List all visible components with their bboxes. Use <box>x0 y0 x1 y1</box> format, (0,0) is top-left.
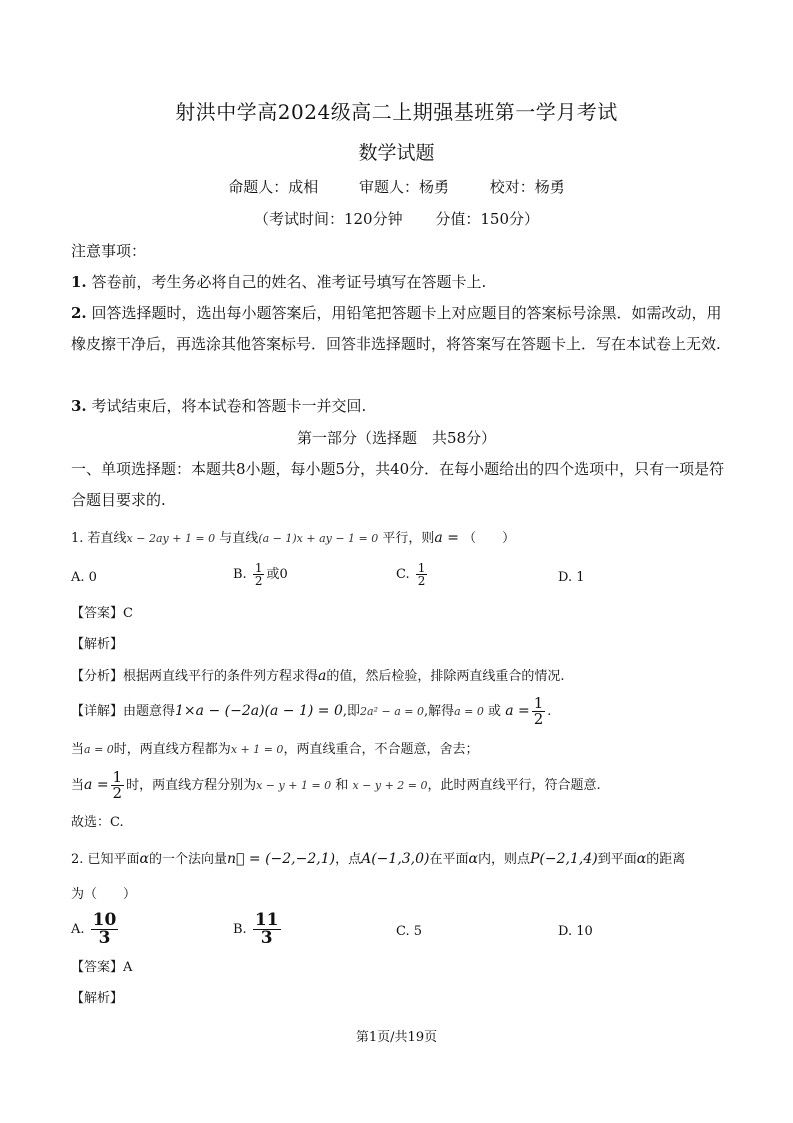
q1-option-b-fraction <box>253 562 265 587</box>
setter: 命题人：成相 <box>228 178 319 196</box>
q2-t5: 到平面 <box>597 852 637 867</box>
q1-line2-equation: (a − 1)x + ay − 1 = 0 <box>258 532 379 545</box>
note-1 <box>71 267 726 298</box>
q2-point-a: A(−1,3,0) <box>361 851 430 867</box>
q1-fenxi-var: a <box>318 668 327 684</box>
q1-case2-pre: 当 <box>71 778 85 793</box>
section-instructions: 一、单项选择题：本题共8小题，每小题5分，共40分．在每小题给出的四个选项中，只有一项是符合题目要求的. <box>71 460 725 509</box>
q1-fenxi <box>71 666 565 687</box>
q1-line1-equation: x − 2ay + 1 = 0 <box>126 532 216 545</box>
q2-point-p: P(−2,1,4) <box>530 851 598 867</box>
exam-staff <box>0 176 793 197</box>
question-1 <box>71 528 515 549</box>
note-2 <box>71 298 726 360</box>
question-2 <box>71 849 685 870</box>
q1-answer: 【答案】C <box>71 606 133 621</box>
q2-analysis-tag: 【解析】 <box>71 991 124 1006</box>
q1-case2-eq1: x − y + 1 = 0 <box>256 779 332 792</box>
q2-option-a <box>71 912 120 947</box>
q1-xiangjie-eq3: a = 0 <box>454 705 484 718</box>
q1-option-c-fraction <box>416 562 428 587</box>
q1-xiangjie-or: 或 <box>488 704 502 719</box>
q1-case2-var: a = <box>84 777 109 793</box>
fraction-denominator: 2 <box>254 574 263 588</box>
q2-option-b <box>233 912 283 947</box>
q1-xiangjie-eq4: a = <box>505 703 530 719</box>
fraction-denominator: 2 <box>533 710 544 728</box>
q2-option-d: D. 10 <box>558 924 593 939</box>
q1-case1-eq: a = 0 <box>84 743 114 756</box>
q1-option-b-letter: B. <box>233 567 247 582</box>
q1-case-2 <box>71 770 601 801</box>
q1-case2-and: 和 <box>335 778 349 793</box>
q2-t1: 的一个法向量 <box>149 852 228 867</box>
fraction-denominator: 2 <box>112 784 123 802</box>
q2-normal-vector: n⃗ = (−2,−2,1) <box>227 851 336 867</box>
q1-paren: （ ） <box>463 531 516 546</box>
fraction-denominator: 3 <box>260 928 273 948</box>
fraction-denominator: 3 <box>98 928 111 948</box>
q1-option-b <box>233 562 288 587</box>
q2-lead: 2. 已知平面 <box>71 852 140 867</box>
q1-fenxi-text: 【分析】根据两直线平行的条件列方程求得 <box>71 669 319 684</box>
fraction-numerator: 1 <box>254 561 263 575</box>
fraction-numerator: 11 <box>254 910 279 930</box>
q1-option-d: D. 1 <box>558 570 585 585</box>
q2-option-b-fraction <box>253 912 281 947</box>
q2-t6: 的距离 <box>646 852 686 867</box>
reviewer: 审题人：杨勇 <box>358 178 449 196</box>
note-3-text: 考试结束后，将本试卷和答题卡一并交回. <box>91 397 367 415</box>
exam-time: （考试时间：120分钟 <box>253 210 403 228</box>
fraction-numerator: 1 <box>417 561 426 575</box>
alpha-symbol: α <box>139 851 150 867</box>
fraction-numerator: 10 <box>92 910 117 930</box>
q2-option-a-fraction <box>91 912 119 947</box>
page-number: 第1页/共19页 <box>355 1030 438 1045</box>
q1-case1-pre: 当 <box>71 742 85 757</box>
q1-tail: 平行，则 <box>382 531 435 546</box>
q1-case2-mid: 时，两直线方程分别为 <box>126 778 257 793</box>
q1-xiangjie-fraction <box>532 696 546 727</box>
note-1-number: 1. <box>71 273 87 291</box>
q1-lead: 1. 若直线 <box>71 531 127 546</box>
q1-option-a: A. 0 <box>71 570 97 585</box>
note-3 <box>71 391 726 422</box>
q2-t4: 内，则点 <box>477 852 530 867</box>
q1-xiangjie-mid: ,即 <box>342 704 361 719</box>
q1-case-1 <box>71 740 478 760</box>
q1-choose: 故选：C. <box>71 815 124 830</box>
q1-var: a = <box>434 530 459 546</box>
q1-xiangjie-eq2: 2a² − a = 0 <box>360 705 424 718</box>
exam-info <box>0 208 793 229</box>
q1-mid: 与直线 <box>219 531 259 546</box>
q2-option-c: C. 5 <box>396 924 423 939</box>
q1-case2-fraction <box>111 770 125 801</box>
note-3-number: 3. <box>71 397 87 415</box>
proofreader: 校对：杨勇 <box>489 178 565 196</box>
q1-case1-tail: ，两直线重合，不合题意，舍去； <box>283 742 479 757</box>
alpha-symbol: α <box>468 851 478 867</box>
q2-t3: 在平面 <box>429 852 469 867</box>
note-2-text: 回答选择题时，选出每小题答案后，用铅笔把答题卡上对应题目的答案标号涂黑．如需改动，用橡皮擦干净后，再选涂其他答案标号．回答非选择题时，将答案写在答题卡上．写在本试卷上无效. <box>71 304 722 353</box>
exam-title: 射洪中学高2024级高二上期强基班第一学月考试 <box>175 100 618 124</box>
q2-answer: 【答案】A <box>71 960 133 975</box>
q1-option-b-post: 或0 <box>266 567 288 582</box>
alpha-symbol: α <box>636 851 647 867</box>
exam-subject: 数学试题 <box>358 142 435 164</box>
q2-t2: ，点 <box>335 852 362 867</box>
q1-xiangjie-eq: 1×a − (−2a)(a − 1) = 0 <box>175 703 343 719</box>
q1-case2-tail: ，此时两直线平行，符合题意. <box>427 778 601 793</box>
notes-heading: 注意事项： <box>71 242 147 260</box>
fraction-denominator: 2 <box>417 574 426 588</box>
q1-fenxi-tail: 的值，然后检验，排除两直线重合的情况. <box>326 669 565 684</box>
exam-score: 分值：150分） <box>435 210 540 228</box>
q1-option-c-letter: C. <box>396 567 410 582</box>
q2-line2: 为（ ） <box>71 887 137 902</box>
q1-case1-mid: 时，两直线方程都为 <box>113 742 231 757</box>
q1-case2-eq2: x − y + 2 = 0 <box>352 779 428 792</box>
note-1-text: 答卷前，考生务必将自己的姓名、准考证号填写在答题卡上. <box>91 273 487 291</box>
q1-xiangjie-lead: 【详解】由题意得 <box>71 704 176 719</box>
q1-xiangjie-mid2: ,解得 <box>423 704 455 719</box>
q1-analysis-tag: 【解析】 <box>71 637 124 652</box>
fraction-numerator: 1 <box>112 768 123 786</box>
fraction-numerator: 1 <box>533 694 544 712</box>
q1-case1-eq2: x + 1 = 0 <box>230 743 284 756</box>
note-2-number: 2. <box>71 304 87 322</box>
part1-heading: 第一部分（选择题 共58分） <box>296 429 497 447</box>
q2-option-a-letter: A. <box>71 922 85 937</box>
q1-xiangjie <box>71 696 551 727</box>
q2-option-b-letter: B. <box>233 922 247 937</box>
q1-xiangjie-end: . <box>547 704 552 719</box>
q1-option-c <box>396 562 429 587</box>
